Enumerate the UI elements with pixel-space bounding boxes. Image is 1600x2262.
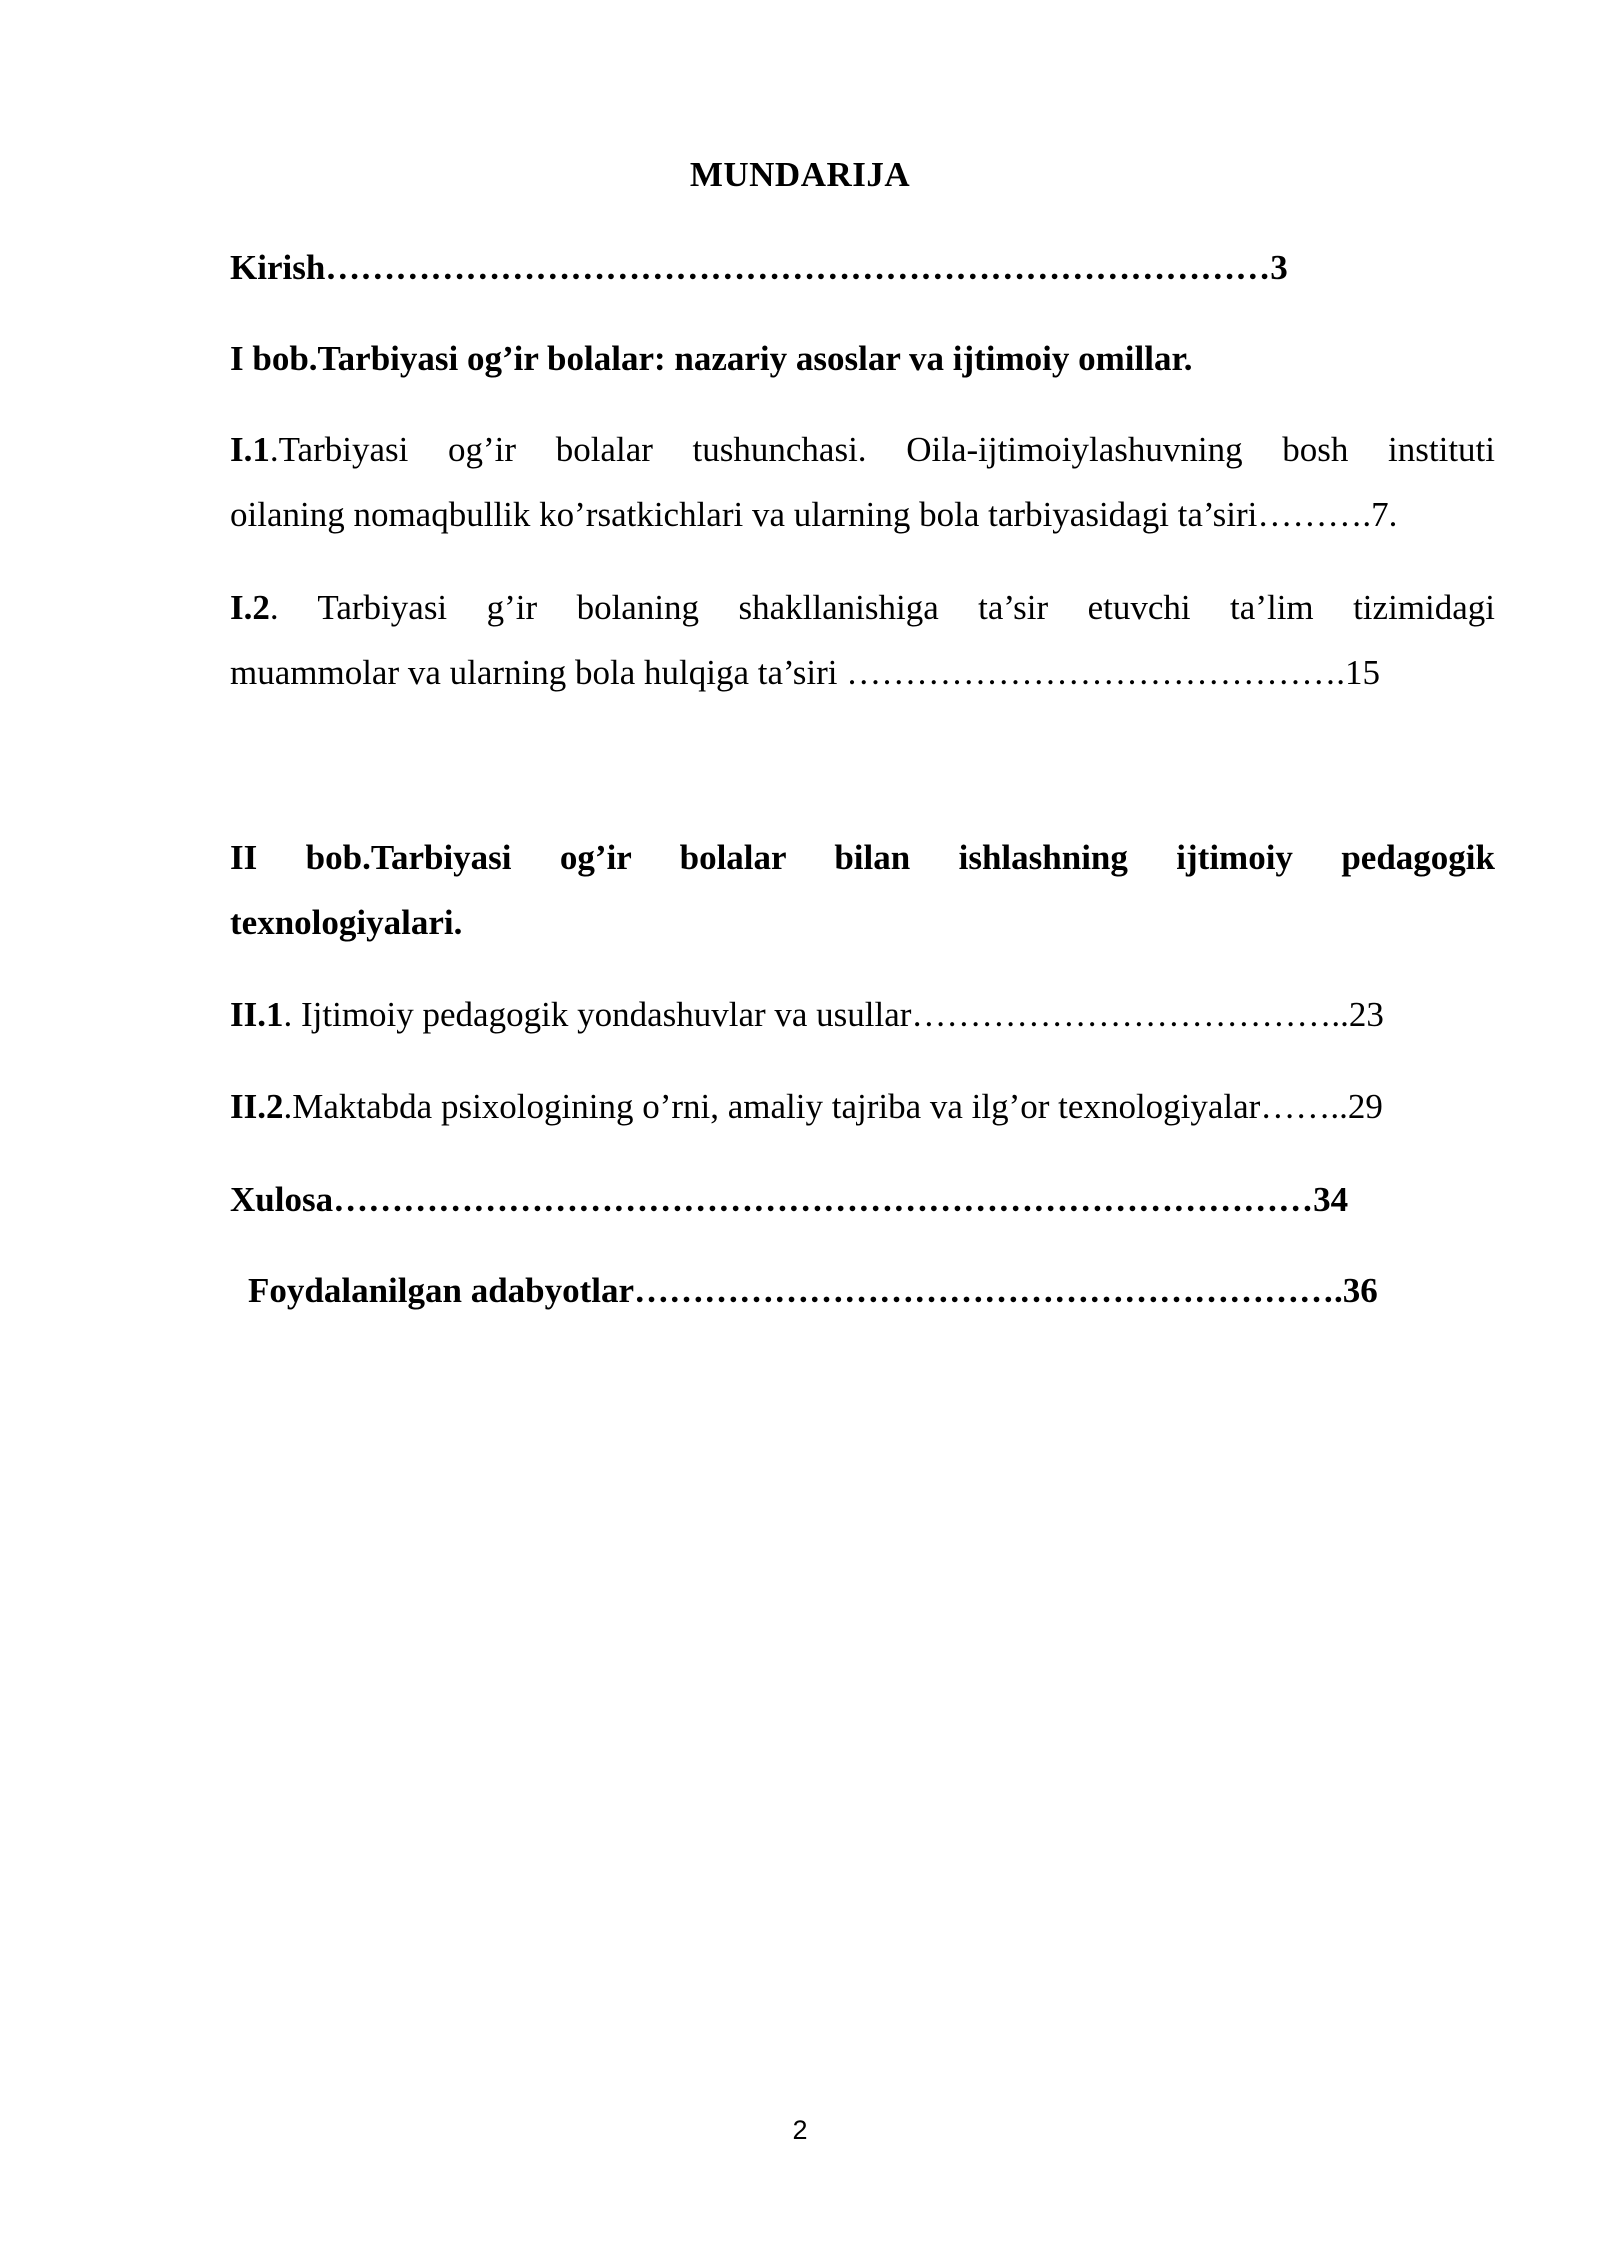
- toc-entry-2-1-number: II.1: [230, 995, 284, 1034]
- toc-chapter-1-heading: I bob.Tarbiyasi og’ir bolalar: nazariy asoslar va ijtimoiy omillar.: [230, 339, 1193, 378]
- toc-chapter-2-heading-line-2: texnologiyalari.: [230, 903, 463, 942]
- toc-entry-1-1-number: I.1: [230, 430, 270, 469]
- toc-chapter-2-heading-line-1: II bob.Tarbiyasi og’ir bolalar bilan ishlashning ijtimoiy pedagogik: [230, 838, 1495, 877]
- toc-entry-kirish: Kirish………………………………………………………………………3: [230, 248, 1288, 287]
- page-title: MUNDARIJA: [689, 155, 911, 194]
- toc-entry-xulosa: Xulosa…………………………………………………………………………34: [230, 1180, 1349, 1219]
- toc-entry-1-2-line-2: muammolar va ularning bola hulqiga ta’siri …………………………………….15: [230, 653, 1380, 692]
- toc-entry-2-1-text: . Ijtimoiy pedagogik yondashuvlar va usullar………………………………..23: [283, 995, 1384, 1034]
- page-number: 2: [792, 2115, 808, 2145]
- toc-entry-2-2: [230, 1082, 1495, 1132]
- toc-entry-2-2-number: II.2: [230, 1087, 284, 1126]
- toc-entry-2-1: [230, 990, 1495, 1040]
- toc-entry-1-1-line-2: oilaning nomaqbullik ko’rsatkichlari va ularning bola tarbiyasidagi ta’siri……….7.: [230, 495, 1398, 534]
- toc-entry-1-1-text: .Tarbiyasi og’ir bolalar tushunchasi. Oila-ijtimoiylashuvning bosh instituti: [269, 430, 1495, 469]
- toc-entry-1-2-number: I.2: [230, 588, 270, 627]
- toc-entry-2-2-text: .Maktabda psixologining o’rni, amaliy tajriba va ilg’or texnologiyalar……..29: [283, 1087, 1383, 1126]
- toc-entry-1-2-text: . Tarbiyasi g’ir bolaning shakllanishiga ta’sir etuvchi ta’lim tizimidagi: [269, 588, 1495, 627]
- toc-entry-1-1-line-1: [230, 425, 1495, 475]
- toc-entry-1-2-line-1: [230, 583, 1495, 633]
- toc-entry-adabiyotlar: Foydalanilgan adabyotlar…………………………………………………….36: [248, 1271, 1378, 1310]
